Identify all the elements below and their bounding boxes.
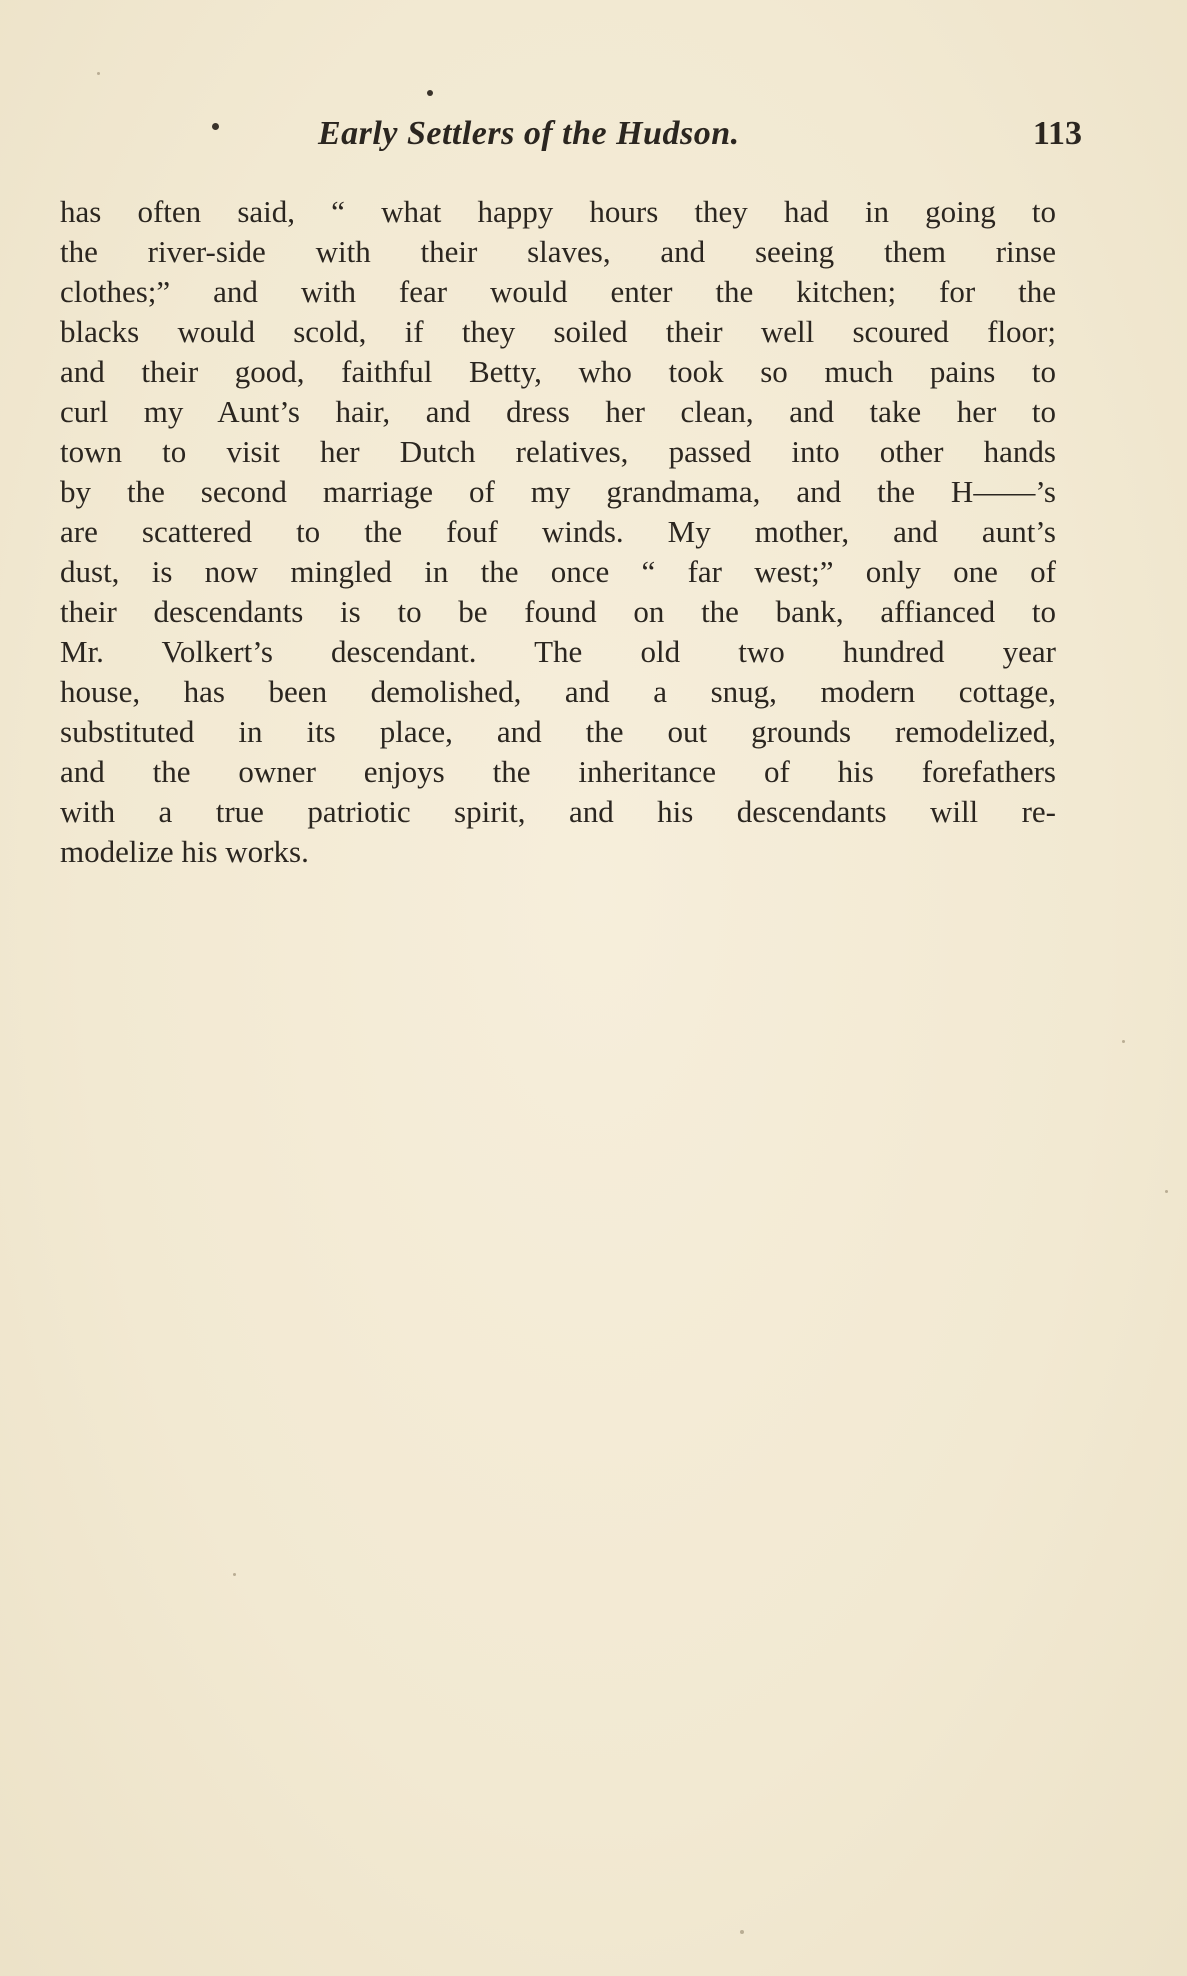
- text-line: substituted in its place, and the out grounds remodelized,: [60, 714, 1056, 749]
- paper-speck: [740, 1930, 744, 1934]
- text-line: modelize his works.: [60, 834, 309, 869]
- text-line: by the second marriage of my grandmama, and the H——’s: [60, 474, 1056, 509]
- text-line: has often said, “ what happy hours they had in going to: [60, 194, 1056, 229]
- page-header: [60, 115, 1082, 165]
- text-line: are scattered to the fouf winds. My mother, and aunt’s: [60, 514, 1056, 549]
- text-line: the river-side with their slaves, and seeing them rinse: [60, 234, 1056, 269]
- text-line: with a true patriotic spirit, and his descendants will re-: [60, 794, 1056, 829]
- text-line: town to visit her Dutch relatives, passed into other hands: [60, 434, 1056, 469]
- text-line: house, has been demolished, and a snug, modern cottage,: [60, 674, 1056, 709]
- running-head: Early Settlers of the Hudson.: [318, 115, 740, 152]
- page-number: 113: [1032, 115, 1082, 152]
- text-line: blacks would scold, if they soiled their well scoured floor;: [60, 314, 1056, 349]
- paper-speck: [1165, 1190, 1168, 1193]
- text-line: their descendants is to be found on the bank, affianced to: [60, 594, 1056, 629]
- text-line: and their good, faithful Betty, who took so much pains to: [60, 354, 1056, 389]
- text-line: dust, is now mingled in the once “ far west;” only one of: [60, 554, 1056, 589]
- text-line: curl my Aunt’s hair, and dress her clean, and take her to: [60, 394, 1056, 429]
- ink-mark: [212, 123, 219, 130]
- paper-speck: [97, 72, 100, 75]
- paper-speck: [1122, 1040, 1125, 1043]
- paper-speck: [233, 1573, 236, 1576]
- text-line: Mr. Volkert’s descendant. The old two hundred year: [60, 634, 1056, 669]
- text-line: clothes;” and with fear would enter the kitchen; for the: [60, 274, 1056, 309]
- text-line: and the owner enjoys the inheritance of his forefathers: [60, 754, 1056, 789]
- body-text: [60, 192, 1056, 872]
- ink-mark: [427, 90, 433, 96]
